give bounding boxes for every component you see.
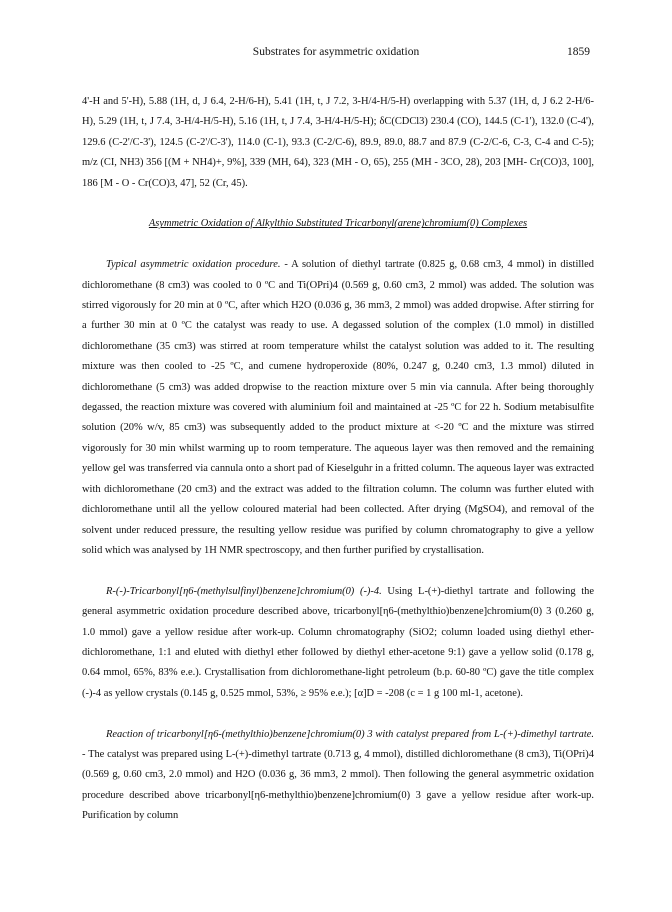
procedure-paragraph <box>82 255 594 561</box>
reaction-3-paragraph <box>82 725 594 827</box>
running-title: Substrates for asymmetric oxidation <box>252 46 420 58</box>
compound-4-title: R-(-)-Tricarbonyl[η6-(methylsulfinyl)benzene]chromium(0) (-)-4. <box>106 585 382 597</box>
compound-4-paragraph <box>82 582 594 704</box>
section-heading: Asymmetric Oxidation of Alkylthio Substituted Tricarbonyl(arene)chromium(0) Complexes <box>148 218 528 230</box>
reaction-3-title: Reaction of tricarbonyl[η6-(methylthio)benzene]chromium(0) 3 with catalyst prepared from L-(+)-dimethyl tartrate. <box>106 728 594 740</box>
page-number: 1859 <box>567 46 590 58</box>
reaction-3-text: - The catalyst was prepared using L-(+)-dimethyl tartrate (0.713 g, 4 mmol), distilled dichloromethane (8 cm3), Ti(OPri)4 (0.569 g, 0.60 cm3, 2.0 mmol) and H2O (0.036 g, 36 mm3, 2 mmol). Then following the general asymmetric oxidation procedure described above tricarbonyl[η6-methylthio)benzene]chromium(0) 3 gave a yellow residue after work-up. Purification by column <box>82 748 594 822</box>
data-block-paragraph: 4'-H and 5'-H), 5.88 (1H, d, J 6.4, 2-H/6-H), 5.41 (1H, t, J 7.2, 3-H/4-H/5-H) overlapping with 5.37 (1H, d, J 6.2 2-H/6-H), 5.29 (1H, t, J 7.4, 3-H/4-H/5-H), 5.16 (1H, t, J 7.4, 3-H/4-H/5-H); δC(CDCl3) 230.4 (CO), 144.5 (C-1'), 132.0 (C-4'), 129.6 (C-2'/C-3'), 124.5 (C-2'/C-3'), 114.0 (C-1), 93.3 (C-2/C-6), 89.9, 89.0, 88.7 and 87.9 (C-2/C-6, C-3, C-4 and C-5); m/z (CI, NH3) 356 [(M + NH4)+, 9%], 339 (MH, 64), 323 (MH - O, 65), 255 (MH - 3CO, 28), 203 [MH- Cr(CO)3, 100], 186 [M - O - Cr(CO)3, 47], 52 (Cr, 45). <box>82 96 594 189</box>
procedure-title: Typical asymmetric oxidation procedure. <box>106 259 281 271</box>
procedure-text: - A solution of diethyl tartrate (0.825 g, 0.68 cm3, 4 mmol) in distilled dichloromethane (8 cm3) was cooled to 0 ºC and Ti(OPri)4 (0.569 g, 0.60 cm3, 2 mmol) was added. The solution was stirred vigorously for 20 min at 0 ºC, after which H2O (0.036 g, 36 mm3, 2 mmol) was added dropwise. After stirring for a further 30 min at 0 ºC the catalyst was ready to use. A degassed solution of the complex (1.0 mmol) in distilled dichloromethane (35 cm3) was stirred at room temperature whilst the catalyst solution was added to it. The resulting mixture was then cooled to -25 ºC, and cumene hydroperoxide (80%, 0.247 g, 0.240 cm3, 1.3 mmol) diluted in dichloromethane (5 cm3) was added dropwise to the reaction mixture over 5 min via cannula. After being thoroughly degassed, the reaction mixture was covered with aluminium foil and maintained at -25 ºC for 22 h. Sodium metabisulfite solution (20% w/v, 85 cm3) was subsequently added to the product mixture at <-20 ºC and the mixture was stirred vigorously for 30 min whilst warming up to room temperature. The aqueous layer was then removed and the remaining yellow gel was transferred via cannula onto a short pad of Kieselguhr in a fritted column. The aqueous layer was extracted with dichloromethane (20 cm3) and the extract was added to the filtration column. The column was further eluted with dichloromethane until all the yellow coloured material had been collected. After drying (MgSO4), and removal of the solvent under reduced pressure, the resulting yellow residue was purified by column chromatography to give a yellow solid which was analysed by 1H NMR spectroscopy, and then further purified by crystallisation. <box>82 259 594 556</box>
page-header <box>82 46 590 62</box>
page-body <box>82 92 594 827</box>
compound-4-text: Using L-(+)-diethyl tartrate and following the general asymmetric oxidation procedure described above, tricarbonyl[η6-(methylthio)benzene]chromium(0) 3 (0.260 g, 1.0 mmol) gave a yellow residue after work-up. Column chromatography (SiO2; column loaded using diethyl ether-dichloromethane, 1:1 and eluted with diethyl ether followed by diethyl ether-acetone 9:1) gave a yellow solid (0.178 g, 0.64 mmol, 65%, 83% e.e.). Crystallisation from dichloromethane-light petroleum (b.p. 60-80 ºC) gave the title complex (-)-4 as yellow crystals (0.145 g, 0.525 mmol, 53%, ≥ 95% e.e.); [α]D = -208 (c = 1 g 100 ml-1, acetone). <box>82 585 594 699</box>
